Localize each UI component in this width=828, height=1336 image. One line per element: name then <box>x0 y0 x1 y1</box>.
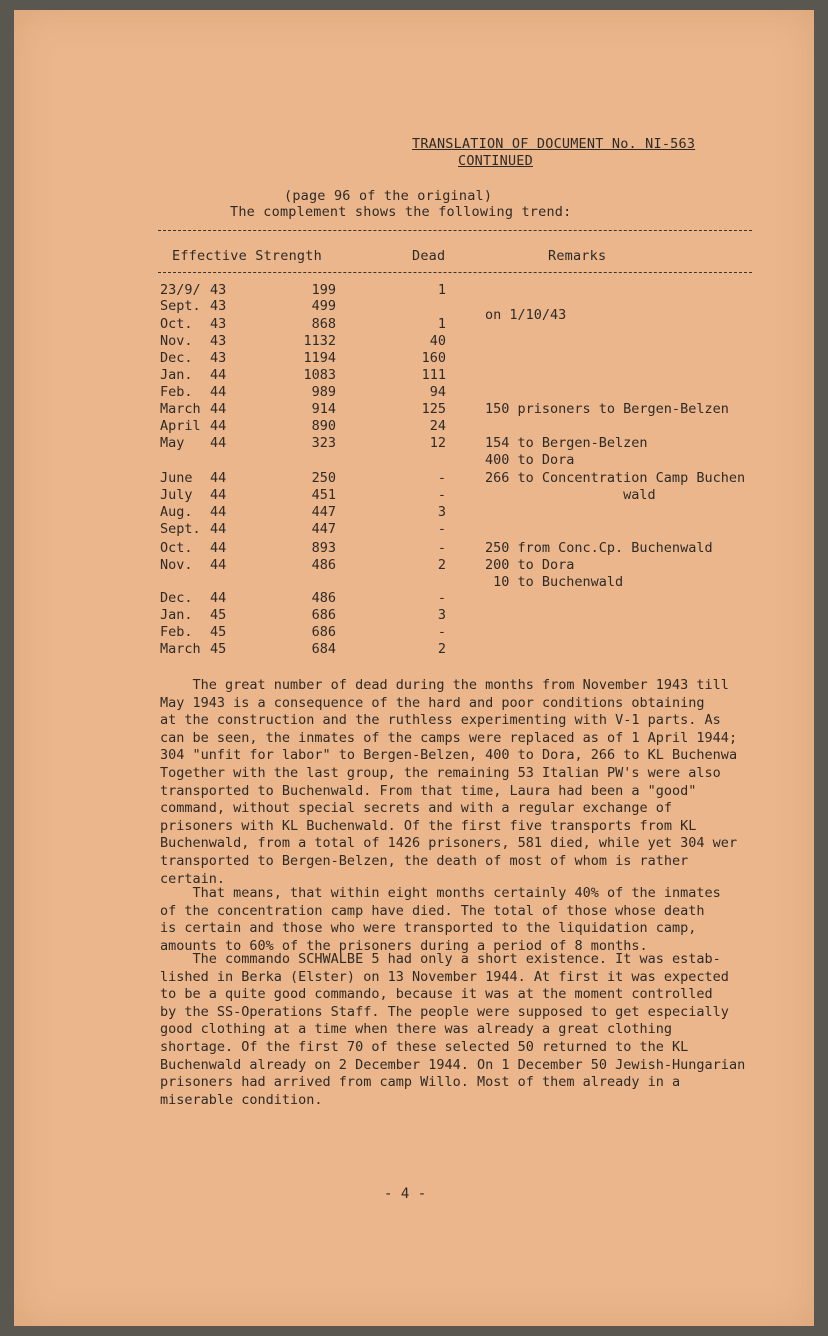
header-strength: Effective Strength <box>172 248 322 264</box>
strength-cell: 199 <box>311 282 336 298</box>
text-line: good clothing at a time when there was already a great clothing <box>160 1021 673 1038</box>
year-cell: 44 <box>210 435 227 451</box>
year-cell: 44 <box>210 384 227 400</box>
month-cell: Feb. <box>160 384 193 400</box>
text-line: at the construction and the ruthless experimenting with V-1 parts. As <box>160 712 721 729</box>
year-cell: 43 <box>210 350 227 366</box>
table-row <box>0 384 800 401</box>
strength-cell: 451 <box>311 487 336 503</box>
year-cell: 44 <box>210 470 227 486</box>
table-row <box>0 504 800 521</box>
text-line: certain. <box>160 870 226 887</box>
table-row <box>0 487 800 504</box>
strength-cell: 686 <box>311 607 336 623</box>
dead-cell: 125 <box>421 401 446 417</box>
table-row <box>0 333 800 350</box>
strength-cell: 989 <box>311 384 336 400</box>
year-cell: 44 <box>210 401 227 417</box>
table-row <box>0 298 800 323</box>
remark-cell: on 1/10/43 <box>485 307 567 323</box>
dead-cell: 3 <box>437 607 446 623</box>
year-cell: 44 <box>210 487 227 503</box>
year-cell: 44 <box>210 540 227 556</box>
strength-cell: 1132 <box>303 333 336 349</box>
strength-cell: 447 <box>311 521 336 537</box>
year-cell: 44 <box>210 504 227 520</box>
remark-cell: 250 from Conc.Cp. Buchenwald <box>485 540 713 556</box>
year-cell: 43 <box>210 282 227 298</box>
text-line: 304 "unfit for labor" to Bergen-Belzen, 400 to Dora, 266 to KL Buchenwa <box>160 747 738 764</box>
month-cell: May <box>160 435 185 451</box>
strength-cell: 447 <box>311 504 336 520</box>
year-cell: 44 <box>210 557 227 573</box>
strength-cell: 499 <box>311 298 336 314</box>
month-cell: Dec. <box>160 350 193 366</box>
strength-cell: 890 <box>311 418 336 434</box>
text-line: transported to Buchenwald. From that time, Laura had been a "good" <box>160 782 697 799</box>
year-cell: 45 <box>210 607 227 623</box>
dead-cell: - <box>437 624 446 640</box>
table-row <box>0 435 800 468</box>
month-cell: Feb. <box>160 624 193 640</box>
dead-cell: - <box>437 470 446 486</box>
month-cell: April <box>160 418 201 434</box>
month-cell: Nov. <box>160 557 193 573</box>
text-line: The commando SCHWALBE 5 had only a short existence. It was estab- <box>160 951 721 967</box>
month-cell: July <box>160 487 193 503</box>
month-cell: March <box>160 641 201 657</box>
table-row <box>0 401 800 418</box>
table-row <box>0 282 800 299</box>
dead-cell: 2 <box>437 557 446 573</box>
remark-cell: 10 to Buchenwald <box>485 574 624 590</box>
strength-cell: 1194 <box>303 350 336 366</box>
strength-cell: 486 <box>311 557 336 573</box>
month-cell: 23/9/ <box>160 282 201 298</box>
table-row <box>0 590 800 607</box>
month-cell: Aug. <box>160 504 193 520</box>
dead-cell: 94 <box>429 384 446 400</box>
dead-cell: - <box>437 540 446 556</box>
text-line: prisoners with KL Buchenwald. Of the first five transports from KL <box>160 817 697 834</box>
table-row <box>0 350 800 367</box>
year-cell: 43 <box>210 316 227 332</box>
table-row <box>0 641 800 658</box>
text-line: Buchenwald, from a total of 1426 prisoners, 581 died, while yet 304 wer <box>160 835 738 852</box>
strength-cell: 323 <box>311 435 336 451</box>
remark-cell: wald <box>485 487 656 503</box>
remark-cell: 200 to Dora <box>485 557 575 573</box>
year-cell: 43 <box>210 333 227 349</box>
table-row <box>0 607 800 624</box>
year-cell: 44 <box>210 418 227 434</box>
month-cell: Jan. <box>160 367 193 383</box>
text-line: May 1943 is a consequence of the hard and poor conditions obtaining <box>160 694 705 711</box>
strength-cell: 893 <box>311 540 336 556</box>
strength-cell: 684 <box>311 641 336 657</box>
year-cell: 44 <box>210 590 227 606</box>
table-row <box>0 521 800 538</box>
dead-cell: 40 <box>429 333 446 349</box>
year-cell: 45 <box>210 641 227 657</box>
dead-cell: 2 <box>437 641 446 657</box>
translation-header: TRANSLATION OF DOCUMENT No. NI-563 <box>412 136 696 152</box>
dead-cell: 1 <box>437 282 446 298</box>
text-line: lished in Berka (Elster) on 13 November 1944. At first it was expected <box>160 968 729 985</box>
table-row <box>0 367 800 384</box>
text-line: Buchenwald already on 2 December 1944. On 1 December 50 Jewish-Hungarian <box>160 1056 746 1073</box>
table-header-rule <box>158 272 752 273</box>
month-cell: June <box>160 470 193 486</box>
strength-cell: 486 <box>311 590 336 606</box>
text-line: to be a quite good commando, because it was at the moment controlled <box>160 986 713 1003</box>
text-line: can be seen, the inmates of the camps were replaced as of 1 April 1944; <box>160 729 738 746</box>
text-line: miserable condition. <box>160 1091 323 1108</box>
text-line: is certain and those who were transported to the liquidation camp, <box>160 920 697 937</box>
header-dead: Dead <box>412 248 446 264</box>
year-cell: 44 <box>210 367 227 383</box>
text-line: amounts to 60% of the prisoners during a period of 8 months. <box>160 937 648 954</box>
dead-cell: 12 <box>429 435 446 451</box>
intro-line: The complement shows the following trend: <box>230 204 572 220</box>
month-cell: Sept. <box>160 298 201 314</box>
year-cell: 45 <box>210 624 227 640</box>
year-cell: 44 <box>210 521 227 537</box>
text-line: by the SS-Operations Staff. The people were supposed to get especially <box>160 1003 729 1020</box>
dead-cell: 1 <box>437 316 446 332</box>
dead-cell: - <box>437 590 446 606</box>
page-number: - 4 - <box>384 1186 427 1202</box>
month-cell: Nov. <box>160 333 193 349</box>
month-cell: Oct. <box>160 540 193 556</box>
dead-cell: 24 <box>429 418 446 434</box>
text-line: command, without special secrets and with a regular exchange of <box>160 800 673 817</box>
dead-cell: - <box>437 521 446 537</box>
text-line: of the concentration camp have died. The total of those whose death <box>160 902 705 919</box>
year-cell: 43 <box>210 298 227 314</box>
month-cell: Jan. <box>160 607 193 623</box>
remark-cell: 154 to Bergen-Belzen <box>485 435 648 451</box>
table-row <box>0 418 800 435</box>
text-line: transported to Bergen-Belzen, the death of most of whom is rather <box>160 853 689 869</box>
strength-cell: 914 <box>311 401 336 417</box>
text-line: The great number of dead during the months from November 1943 till <box>160 677 729 693</box>
page-reference: (page 96 of the original) <box>284 188 493 204</box>
table-top-rule <box>158 230 752 231</box>
continued-header: CONTINUED <box>458 153 533 169</box>
strength-cell: 1083 <box>303 367 336 383</box>
dead-cell: 3 <box>437 504 446 520</box>
table-row <box>0 624 800 641</box>
month-cell: Dec. <box>160 590 193 606</box>
month-cell: Sept. <box>160 521 201 537</box>
dead-cell: - <box>437 487 446 503</box>
strength-cell: 686 <box>311 624 336 640</box>
month-cell: March <box>160 401 201 417</box>
table-row <box>0 316 800 333</box>
text-line: Together with the last group, the remaining 53 Italian PW's were also <box>160 765 721 781</box>
dead-cell: 111 <box>421 367 446 383</box>
remark-cell: 400 to Dora <box>485 452 575 468</box>
strength-cell: 868 <box>311 316 336 332</box>
header-remarks: Remarks <box>548 248 607 264</box>
remark-cell: 150 prisoners to Bergen-Belzen <box>485 401 729 417</box>
remark-cell: 266 to Concentration Camp Buchen <box>485 470 746 486</box>
table-row <box>0 557 800 574</box>
dead-cell: 160 <box>421 350 446 366</box>
text-line: prisoners had arrived from camp Willo. Most of them already in a <box>160 1074 681 1091</box>
strength-cell: 250 <box>311 470 336 486</box>
month-cell: Oct. <box>160 316 193 332</box>
text-line: shortage. Of the first 70 of these selected 50 returned to the KL <box>160 1039 689 1055</box>
text-line: That means, that within eight months certainly 40% of the inmates <box>160 885 721 901</box>
